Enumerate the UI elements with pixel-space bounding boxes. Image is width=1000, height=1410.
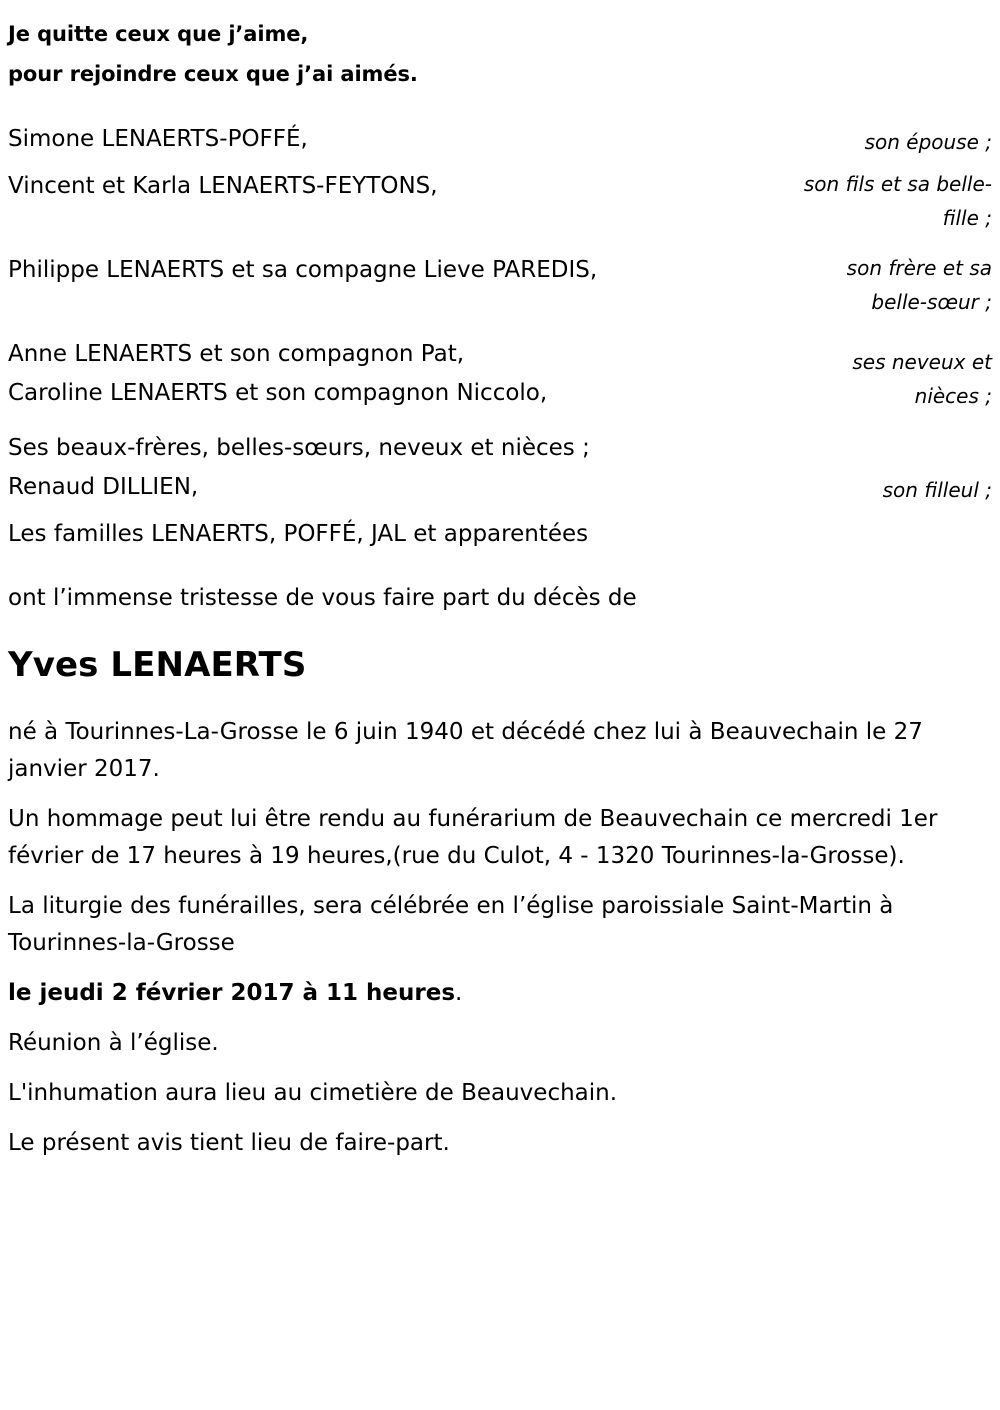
family-member-name: Ses beaux-frères, belles-sœurs, neveux et nièces ;: [8, 435, 590, 461]
family-entry-brother: [8, 251, 992, 319]
family-entry-names: [8, 167, 438, 206]
family-relation-label: son frère et sa belle-sœur ;: [846, 256, 992, 314]
family-entry-names: [8, 335, 547, 413]
spacer-before-leadin: [0, 554, 1000, 580]
family-member-name: Renaud DILLIEN,: [8, 474, 199, 500]
family-relation-label: ses neveux et nièces ;: [852, 350, 992, 408]
family-entry-names: [8, 429, 590, 507]
service-datetime-paragraph: [8, 975, 973, 1012]
details-section: [0, 714, 1000, 1162]
family-entry-families: [8, 515, 992, 554]
family-relation-label: son fils et sa belle-fille ;: [803, 172, 992, 230]
family-member-name: Simone LENAERTS-POFFÉ,: [8, 126, 308, 152]
family-list: [0, 120, 1000, 554]
service-datetime-period: .: [455, 980, 463, 1006]
family-entry-nephews-nieces: [8, 335, 992, 413]
opening-quote: [0, 0, 1000, 94]
family-entry-names: [8, 120, 308, 159]
notice-paragraph: Le présent avis tient lieu de faire-part.: [8, 1130, 450, 1156]
spacer-before-name: [0, 616, 1000, 642]
family-entry-names: [8, 515, 588, 554]
liturgy-paragraph: La liturgie des funérailles, sera célébrée en l’église paroissiale Saint-Martin à Tourinnes-la-Grosse: [8, 893, 894, 956]
family-entry-godson: [8, 429, 992, 507]
announcement-lead-in: ont l’immense tristesse de vous faire part du décès de: [8, 585, 637, 611]
birth-death-paragraph: né à Tourinnes-La-Grosse le 6 juin 1940 et décédé chez lui à Beauvechain le 27 janvier 2017.: [8, 719, 923, 782]
family-member-name: Anne LENAERTS et son compagnon Pat,: [8, 341, 465, 367]
gathering-paragraph: Réunion à l’église.: [8, 1030, 219, 1056]
service-datetime-emphasis: le jeudi 2 février 2017 à 11 heures: [8, 980, 456, 1006]
quote-line-1: Je quitte ceux que j’aime,: [8, 22, 309, 46]
family-relation-label: son filleul ;: [882, 478, 992, 502]
spacer: [8, 507, 992, 515]
family-member-name: Caroline LENAERTS et son compagnon Niccolo,: [8, 380, 548, 406]
family-entry-son: [8, 167, 992, 235]
spacer: [8, 413, 992, 429]
spacer: [8, 235, 992, 251]
family-member-name: Vincent et Karla LENAERTS-FEYTONS,: [8, 173, 438, 199]
quote-line-2: pour rejoindre ceux que j’ai aimés.: [8, 62, 418, 86]
family-entry-names: [8, 251, 597, 290]
spacer-after-quote: [0, 94, 1000, 120]
spacer: [8, 319, 992, 335]
family-member-name: Les familles LENAERTS, POFFÉ, JAL et apparentées: [8, 521, 589, 547]
spacer-before-details: [0, 688, 1000, 714]
family-member-name: Philippe LENAERTS et sa compagne Lieve PAREDIS,: [8, 257, 598, 283]
deceased-name: Yves LENAERTS: [8, 645, 307, 685]
spacer: [8, 159, 992, 167]
burial-paragraph: L'inhumation aura lieu au cimetière de Beauvechain.: [8, 1080, 618, 1106]
family-entry-spouse: [8, 120, 992, 159]
family-relation-label: son épouse ;: [864, 130, 992, 154]
homage-paragraph: Un hommage peut lui être rendu au funérarium de Beauvechain ce mercredi 1er février de 17 heures à 19 heures,(rue du Culot, 4 - 1320 Tourinnes-la-Grosse).: [8, 806, 938, 869]
